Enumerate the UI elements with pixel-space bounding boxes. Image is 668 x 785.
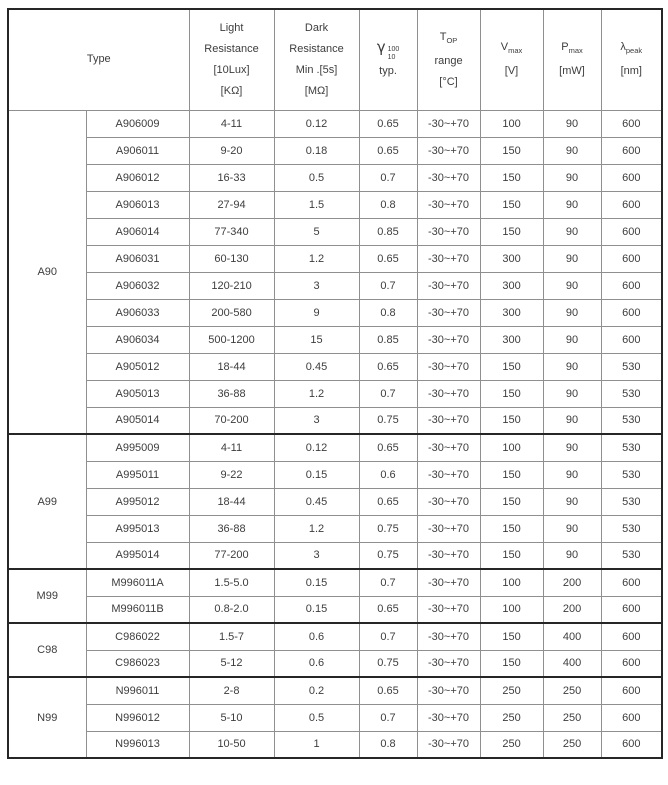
light-resistance-cell: 36-88 [189,515,274,542]
pmax-cell: 250 [543,677,601,704]
dark-resistance-cell: 0.12 [274,110,359,137]
lambda-peak-cell: 600 [601,299,662,326]
lambda-peak-cell: 600 [601,137,662,164]
pmax-cell: 90 [543,380,601,407]
dark-resistance-cell: 1.2 [274,380,359,407]
top-range-cell: -30~+70 [417,164,480,191]
col-header-light-resistance: Light Resistance [10Lux] [KΩ] [189,9,274,110]
part-number-cell: M996011A [86,569,189,596]
dark-resistance-cell: 15 [274,326,359,353]
top-range-cell: -30~+70 [417,677,480,704]
vmax-cell: 150 [480,515,543,542]
gamma-cell: 0.65 [359,434,417,461]
gamma-cell: 0.7 [359,623,417,650]
top-range-cell: -30~+70 [417,380,480,407]
type-group-cell: A99 [8,434,86,569]
table-row [8,380,662,407]
vmax-cell: 150 [480,353,543,380]
lambda-peak-cell: 530 [601,353,662,380]
pmax-cell: 400 [543,650,601,677]
table-header [8,9,662,110]
part-number-cell: A995009 [86,434,189,461]
pmax-cell: 90 [543,299,601,326]
gamma-cell: 0.6 [359,461,417,488]
light-resistance-cell: 9-22 [189,461,274,488]
dark-resistance-cell: 1.5 [274,191,359,218]
light-resistance-cell: 200-580 [189,299,274,326]
pmax-cell: 250 [543,704,601,731]
dark-resistance-cell: 0.6 [274,623,359,650]
gamma-cell: 0.85 [359,218,417,245]
gamma-cell: 0.65 [359,488,417,515]
pmax-cell: 90 [543,164,601,191]
pmax-cell: 200 [543,596,601,623]
type-group-cell: N99 [8,677,86,758]
dark-resistance-cell: 0.15 [274,596,359,623]
part-number-cell: A995011 [86,461,189,488]
vmax-cell: 100 [480,569,543,596]
table-row [8,191,662,218]
lambda-peak-cell: 600 [601,650,662,677]
part-number-cell: A906013 [86,191,189,218]
light-resistance-cell: 4-11 [189,110,274,137]
pmax-cell: 90 [543,218,601,245]
part-number-cell: A995012 [86,488,189,515]
light-resistance-cell: 60-130 [189,245,274,272]
light-resistance-cell: 5-10 [189,704,274,731]
light-resistance-cell: 18-44 [189,353,274,380]
vmax-cell: 150 [480,380,543,407]
lambda-peak-cell: 530 [601,380,662,407]
pmax-cell: 90 [543,137,601,164]
col-header-top-range: $T_{OP}$ range [°C] [417,9,480,110]
part-number-cell: A906014 [86,218,189,245]
gamma-cell: 0.7 [359,380,417,407]
col-header-type [8,9,189,110]
vmax-cell: 100 [480,596,543,623]
lambda-peak-cell: 600 [601,596,662,623]
vmax-cell: 150 [480,488,543,515]
dark-resistance-cell: 0.5 [274,704,359,731]
light-resistance-cell: 500-1200 [189,326,274,353]
table-row [8,677,662,704]
table-row [8,299,662,326]
top-range-cell: -30~+70 [417,299,480,326]
lambda-peak-cell: 600 [601,623,662,650]
vmax-cell: 150 [480,164,543,191]
light-resistance-cell: 36-88 [189,380,274,407]
table-row [8,245,662,272]
col-header-dark-resistance: Dark Resistance Min .[5s] [MΩ] [274,9,359,110]
top-range-cell: -30~+70 [417,110,480,137]
pmax-cell: 90 [543,461,601,488]
table-row [8,542,662,569]
top-range-cell: -30~+70 [417,326,480,353]
dark-resistance-cell: 0.5 [274,164,359,191]
pmax-cell: 90 [543,542,601,569]
vmax-cell: 150 [480,218,543,245]
type-group-cell: C98 [8,623,86,677]
light-resistance-cell: 27-94 [189,191,274,218]
table-row [8,596,662,623]
vmax-cell: 100 [480,434,543,461]
table-row [8,488,662,515]
dark-resistance-cell: 0.15 [274,569,359,596]
top-range-cell: -30~+70 [417,542,480,569]
light-resistance-cell: 77-340 [189,218,274,245]
table-row [8,218,662,245]
pmax-cell: 250 [543,731,601,758]
dark-resistance-cell: 0.18 [274,137,359,164]
type-group-cell: M99 [8,569,86,623]
part-number-cell: C986023 [86,650,189,677]
spec-table [7,8,663,759]
pmax-cell: 90 [543,515,601,542]
pmax-cell: 90 [543,191,601,218]
light-resistance-cell: 16-33 [189,164,274,191]
vmax-cell: 150 [480,461,543,488]
top-range-cell: -30~+70 [417,191,480,218]
top-range-cell: -30~+70 [417,488,480,515]
part-number-cell: A906012 [86,164,189,191]
type-group-cell: A90 [8,110,86,434]
table-row [8,569,662,596]
top-range-cell: -30~+70 [417,650,480,677]
light-resistance-cell: 9-20 [189,137,274,164]
dark-resistance-cell: 9 [274,299,359,326]
part-number-cell: A906032 [86,272,189,299]
part-number-cell: N996011 [86,677,189,704]
pmax-cell: 200 [543,569,601,596]
lambda-peak-cell: 530 [601,515,662,542]
vmax-cell: 250 [480,731,543,758]
vmax-cell: 250 [480,704,543,731]
lambda-peak-cell: 600 [601,272,662,299]
pmax-cell: 90 [543,326,601,353]
part-number-cell: N996012 [86,704,189,731]
dark-resistance-cell: 0.45 [274,488,359,515]
pmax-cell: 90 [543,407,601,434]
pmax-cell: 90 [543,488,601,515]
dark-resistance-cell: 1.2 [274,515,359,542]
table-row [8,731,662,758]
gamma-cell: 0.7 [359,272,417,299]
dark-resistance-cell: 5 [274,218,359,245]
top-range-cell: -30~+70 [417,596,480,623]
part-number-cell: A906011 [86,137,189,164]
part-number-cell: N996013 [86,731,189,758]
lambda-peak-cell: 530 [601,461,662,488]
lambda-peak-cell: 600 [601,731,662,758]
col-header-pmax: $P_{max}$ [mW] [543,9,601,110]
gamma-cell: 0.85 [359,326,417,353]
part-number-cell: A905013 [86,380,189,407]
top-range-cell: -30~+70 [417,569,480,596]
table-row [8,353,662,380]
vmax-cell: 300 [480,326,543,353]
top-range-cell: -30~+70 [417,272,480,299]
top-range-cell: -30~+70 [417,704,480,731]
table-row [8,272,662,299]
table-row [8,434,662,461]
light-resistance-cell: 4-11 [189,434,274,461]
gamma-fraction: 100 10 [387,46,400,61]
light-resistance-cell: 70-200 [189,407,274,434]
light-resistance-cell: 2-8 [189,677,274,704]
gamma-cell: 0.7 [359,704,417,731]
lambda-peak-cell: 530 [601,542,662,569]
lambda-peak-cell: 600 [601,164,662,191]
table-row [8,515,662,542]
lambda-peak-cell: 530 [601,434,662,461]
table-row [8,407,662,434]
light-resistance-cell: 1.5-7 [189,623,274,650]
pmax-cell: 90 [543,272,601,299]
dark-resistance-cell: 0.2 [274,677,359,704]
vmax-cell: 300 [480,272,543,299]
part-number-cell: A906033 [86,299,189,326]
top-range-cell: -30~+70 [417,218,480,245]
type-label: Type [86,53,111,66]
gamma-cell: 0.8 [359,731,417,758]
vmax-cell: 150 [480,623,543,650]
lambda-peak-cell: 530 [601,407,662,434]
lambda-peak-cell: 530 [601,488,662,515]
table-row [8,461,662,488]
gamma-cell: 0.75 [359,515,417,542]
part-number-cell: A906034 [86,326,189,353]
top-range-cell: -30~+70 [417,245,480,272]
top-range-cell: -30~+70 [417,515,480,542]
gamma-cell: 0.65 [359,677,417,704]
light-resistance-cell: 5-12 [189,650,274,677]
dark-resistance-cell: 0.15 [274,461,359,488]
light-resistance-cell: 10-50 [189,731,274,758]
pmax-cell: 90 [543,353,601,380]
dark-resistance-cell: 1.2 [274,245,359,272]
vmax-cell: 150 [480,137,543,164]
dark-resistance-cell: 0.6 [274,650,359,677]
gamma-cell: 0.65 [359,245,417,272]
gamma-cell: 0.65 [359,353,417,380]
part-number-cell: A906031 [86,245,189,272]
gamma-cell: 0.75 [359,650,417,677]
lambda-peak-cell: 600 [601,677,662,704]
gamma-cell: 0.8 [359,191,417,218]
vmax-cell: 300 [480,245,543,272]
part-number-cell: C986022 [86,623,189,650]
table-row [8,110,662,137]
table-row [8,704,662,731]
light-resistance-cell: 120-210 [189,272,274,299]
col-header-vmax: $V_{max}$ [V] [480,9,543,110]
gamma-cell: 0.75 [359,542,417,569]
top-range-cell: -30~+70 [417,461,480,488]
lambda-peak-cell: 600 [601,245,662,272]
gamma-symbol: γ [376,38,386,57]
table-row [8,326,662,353]
gamma-cell: 0.65 [359,137,417,164]
dark-resistance-cell: 3 [274,407,359,434]
light-resistance-cell: 18-44 [189,488,274,515]
dark-resistance-cell: 3 [274,542,359,569]
pmax-cell: 90 [543,434,601,461]
lambda-peak-cell: 600 [601,218,662,245]
gamma-cell: 0.8 [359,299,417,326]
gamma-cell: 0.65 [359,596,417,623]
gamma-cell: 0.75 [359,407,417,434]
lambda-peak-cell: 600 [601,569,662,596]
top-range-cell: -30~+70 [417,434,480,461]
top-range-cell: -30~+70 [417,353,480,380]
top-range-cell: -30~+70 [417,623,480,650]
vmax-cell: 150 [480,191,543,218]
part-number-cell: A905012 [86,353,189,380]
pmax-cell: 90 [543,245,601,272]
vmax-cell: 100 [480,110,543,137]
light-resistance-cell: 0.8-2.0 [189,596,274,623]
dark-resistance-cell: 0.12 [274,434,359,461]
pmax-cell: 90 [543,110,601,137]
part-number-cell: A995013 [86,515,189,542]
pmax-cell: 400 [543,623,601,650]
dark-resistance-cell: 0.45 [274,353,359,380]
dark-resistance-cell: 3 [274,272,359,299]
vmax-cell: 250 [480,677,543,704]
table-row [8,137,662,164]
dark-resistance-cell: 1 [274,731,359,758]
header-row [8,9,662,110]
gamma-cell: 0.7 [359,569,417,596]
lambda-peak-cell: 600 [601,704,662,731]
col-header-lambda-peak: $\lambda_{peak}$ [nm] [601,9,662,110]
table-row [8,650,662,677]
spec-table-body [8,110,662,758]
light-resistance-cell: 77-200 [189,542,274,569]
lambda-peak-cell: 600 [601,326,662,353]
table-row [8,164,662,191]
part-number-cell: A995014 [86,542,189,569]
vmax-cell: 150 [480,542,543,569]
part-number-cell: A906009 [86,110,189,137]
part-number-cell: M996011B [86,596,189,623]
table-row [8,623,662,650]
top-range-cell: -30~+70 [417,137,480,164]
vmax-cell: 300 [480,299,543,326]
vmax-cell: 150 [480,650,543,677]
vmax-cell: 150 [480,407,543,434]
top-range-cell: -30~+70 [417,731,480,758]
col-header-gamma: γ 100 10 typ. [359,9,417,110]
lambda-peak-cell: 600 [601,191,662,218]
part-number-cell: A905014 [86,407,189,434]
lambda-peak-cell: 600 [601,110,662,137]
light-resistance-cell: 1.5-5.0 [189,569,274,596]
gamma-cell: 0.65 [359,110,417,137]
gamma-cell: 0.7 [359,164,417,191]
top-range-cell: -30~+70 [417,407,480,434]
